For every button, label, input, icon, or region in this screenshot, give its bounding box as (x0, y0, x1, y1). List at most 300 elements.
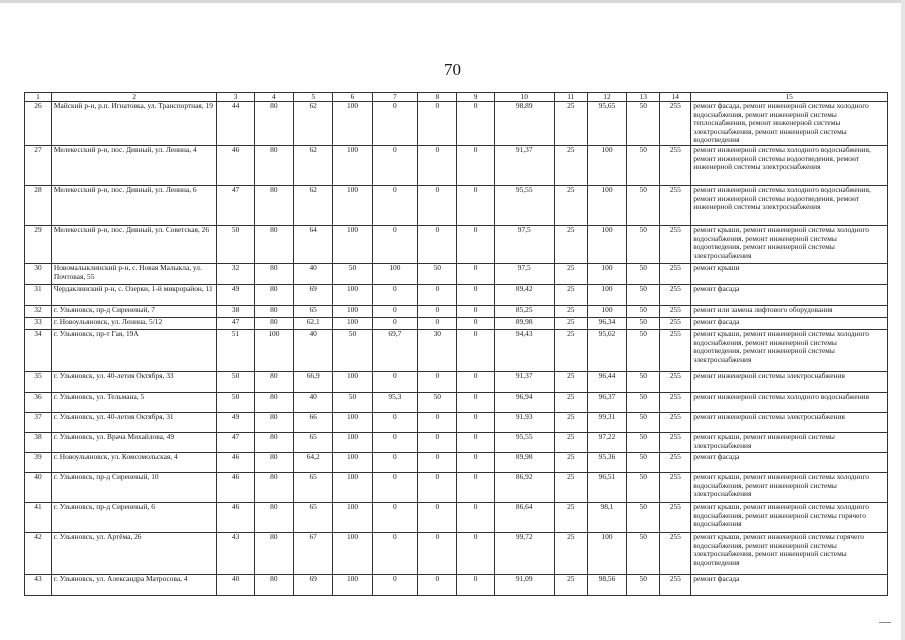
table-cell-col-1: 35 (25, 371, 52, 392)
table-cell-col-7: 0 (372, 225, 418, 263)
column-header-4: 4 (254, 93, 293, 102)
table-cell-col-9: 0 (457, 225, 494, 263)
table-cell-col-5: 65 (294, 305, 333, 317)
table-cell-col-9: 0 (457, 502, 494, 532)
table-cell-col-2: г. Ульяновск, ул. Артёма, 26 (51, 532, 217, 574)
table-cell-col-15: ремонт инженерной системы холодного водоснабжения (691, 392, 888, 412)
table-cell-col-15: ремонт или замена лифтового оборудования (691, 305, 888, 317)
table-cell-col-2: Мелекесский р-н, пос. Дивный, ул. Ленина, 6 (51, 185, 217, 225)
table-cell-col-13: 50 (627, 225, 660, 263)
table-cell-col-13: 50 (627, 102, 660, 146)
table-cell-col-6: 100 (333, 145, 372, 185)
table-cell-col-11: 25 (554, 452, 587, 472)
table-cell-col-13: 50 (627, 263, 660, 284)
table-cell-col-2: Чердаклинский р-н, с. Озерки, 1-й микрорайон, 11 (51, 284, 217, 305)
table-cell-col-5: 66,9 (294, 371, 333, 392)
column-header-14: 14 (660, 93, 691, 102)
table-cell-col-2: г. Ульяновск, пр-д Сиреневый, 6 (51, 502, 217, 532)
table-cell-col-11: 25 (554, 371, 587, 392)
table-cell-col-4: 80 (254, 574, 293, 595)
table-cell-col-3: 40 (217, 574, 254, 595)
table-cell-col-11: 25 (554, 305, 587, 317)
table-cell-col-1: 43 (25, 574, 52, 595)
table-cell-col-12: 95,62 (587, 329, 626, 371)
table-cell-col-7: 0 (372, 532, 418, 574)
table-cell-col-5: 67 (294, 532, 333, 574)
table-cell-col-4: 80 (254, 392, 293, 412)
scan-artifact (879, 616, 891, 623)
table-cell-col-12: 100 (587, 284, 626, 305)
table-cell-col-12: 98,1 (587, 502, 626, 532)
table-cell-col-4: 80 (254, 452, 293, 472)
page-number: 70 (444, 60, 461, 79)
column-header-8: 8 (418, 93, 457, 102)
table-cell-col-4: 100 (254, 329, 293, 371)
table-cell-col-12: 100 (587, 225, 626, 263)
table-cell-col-14: 255 (660, 102, 691, 146)
table-cell-col-5: 65 (294, 502, 333, 532)
table-cell-col-5: 65 (294, 432, 333, 452)
table-cell-col-12: 96,37 (587, 392, 626, 412)
table-cell-col-8: 0 (418, 102, 457, 146)
table-cell-col-11: 25 (554, 185, 587, 225)
table-cell-col-7: 0 (372, 305, 418, 317)
table-cell-col-12: 95,36 (587, 452, 626, 472)
page-right-edge (901, 0, 905, 640)
table-cell-col-12: 97,22 (587, 432, 626, 452)
table-cell-col-5: 62 (294, 145, 333, 185)
column-header-3: 3 (217, 93, 254, 102)
table-cell-col-11: 25 (554, 317, 587, 329)
table-cell-col-4: 80 (254, 371, 293, 392)
table-cell-col-15: ремонт крыши (691, 263, 888, 284)
table-cell-col-14: 255 (660, 185, 691, 225)
table-cell-col-14: 255 (660, 371, 691, 392)
table-cell-col-13: 50 (627, 472, 660, 502)
table-cell-col-9: 0 (457, 102, 494, 146)
table-cell-col-12: 100 (587, 532, 626, 574)
table-cell-col-9: 0 (457, 452, 494, 472)
table-cell-col-9: 0 (457, 284, 494, 305)
table-cell-col-2: г. Новоульяновск, ул. Комсомольская, 4 (51, 452, 217, 472)
table-row (25, 305, 888, 317)
table-cell-col-5: 64 (294, 225, 333, 263)
table-cell-col-12: 95,65 (587, 102, 626, 146)
table-cell-col-6: 100 (333, 225, 372, 263)
table-cell-col-14: 255 (660, 284, 691, 305)
table-cell-col-11: 25 (554, 472, 587, 502)
table-cell-col-4: 80 (254, 145, 293, 185)
table-cell-col-6: 100 (333, 412, 372, 432)
table-cell-col-11: 25 (554, 225, 587, 263)
table-cell-col-15: ремонт крыши, ремонт инженерной системы холодного водоснабжения, ремонт инженерной системы электроснабжения (691, 472, 888, 502)
table-cell-col-2: г. Ульяновск, пр-т Гая, 19А (51, 329, 217, 371)
table-cell-col-1: 34 (25, 329, 52, 371)
table-cell-col-13: 50 (627, 329, 660, 371)
table-cell-col-9: 0 (457, 185, 494, 225)
table-cell-col-1: 27 (25, 145, 52, 185)
table-cell-col-15: ремонт крыши, ремонт инженерной системы горячего водоснабжения, ремонт инженерной системы электроснабжения, ремонт инженерной системы водоотведения (691, 532, 888, 574)
table-cell-col-2: г. Новоульяновск, ул. Ленина, 5/12 (51, 317, 217, 329)
table-cell-col-15: ремонт фасада (691, 574, 888, 595)
table-cell-col-12: 96,34 (587, 317, 626, 329)
table-cell-col-8: 0 (418, 305, 457, 317)
table-cell-col-8: 0 (418, 452, 457, 472)
table-cell-col-9: 0 (457, 392, 494, 412)
table-cell-col-10: 86,64 (494, 502, 554, 532)
buildings-table (24, 92, 888, 596)
table-cell-col-14: 255 (660, 432, 691, 452)
table-cell-col-2: г. Ульяновск, ул. 40-летия Октября, 31 (51, 412, 217, 432)
table-cell-col-9: 0 (457, 263, 494, 284)
table-cell-col-1: 28 (25, 185, 52, 225)
table-cell-col-3: 50 (217, 371, 254, 392)
table-cell-col-8: 0 (418, 502, 457, 532)
table-cell-col-4: 80 (254, 102, 293, 146)
table-cell-col-10: 95,55 (494, 185, 554, 225)
table-cell-col-9: 0 (457, 371, 494, 392)
table-cell-col-11: 25 (554, 263, 587, 284)
table-cell-col-11: 25 (554, 532, 587, 574)
table-cell-col-5: 62 (294, 102, 333, 146)
table-cell-col-15: ремонт крыши, ремонт инженерной системы холодного водоснабжения, ремонт инженерной системы горячего водоснабжения (691, 502, 888, 532)
table-cell-col-15: ремонт инженерной системы холодного водоснабжения, ремонт инженерной системы водоотведения, ремонт инженерной системы электроснабжения (691, 145, 888, 185)
table-cell-col-10: 97,5 (494, 263, 554, 284)
table-cell-col-13: 50 (627, 317, 660, 329)
table-row (25, 185, 888, 225)
table-cell-col-7: 0 (372, 574, 418, 595)
table-cell-col-10: 86,92 (494, 472, 554, 502)
table-cell-col-8: 30 (418, 329, 457, 371)
table-cell-col-7: 0 (372, 145, 418, 185)
table-row (25, 102, 888, 146)
table-cell-col-15: ремонт крыши, ремонт инженерной системы электроснабжения (691, 432, 888, 452)
table-cell-col-3: 46 (217, 472, 254, 502)
table-cell-col-7: 0 (372, 432, 418, 452)
table-cell-col-13: 50 (627, 574, 660, 595)
page-top-edge (0, 0, 905, 3)
table-cell-col-11: 25 (554, 502, 587, 532)
table-cell-col-14: 255 (660, 305, 691, 317)
table-cell-col-10: 85,25 (494, 305, 554, 317)
table-cell-col-12: 100 (587, 145, 626, 185)
table-cell-col-8: 50 (418, 392, 457, 412)
table-cell-col-15: ремонт крыши, ремонт инженерной системы холодного водоснабжения, ремонт инженерной системы водоотведения, ремонт инженерной системы электроснабжения (691, 225, 888, 263)
table-cell-col-10: 98,89 (494, 102, 554, 146)
table-cell-col-8: 0 (418, 371, 457, 392)
table-body (25, 102, 888, 596)
table-cell-col-8: 0 (418, 532, 457, 574)
table-cell-col-10: 89,42 (494, 284, 554, 305)
table-cell-col-3: 32 (217, 263, 254, 284)
table-cell-col-1: 37 (25, 412, 52, 432)
table-cell-col-1: 31 (25, 284, 52, 305)
table-cell-col-10: 99,72 (494, 532, 554, 574)
table-cell-col-8: 0 (418, 412, 457, 432)
table-cell-col-9: 0 (457, 432, 494, 452)
table-cell-col-13: 50 (627, 371, 660, 392)
table-cell-col-12: 100 (587, 185, 626, 225)
table-row (25, 532, 888, 574)
table-cell-col-7: 0 (372, 185, 418, 225)
table-cell-col-6: 100 (333, 102, 372, 146)
table-cell-col-1: 32 (25, 305, 52, 317)
table-cell-col-11: 25 (554, 145, 587, 185)
table-header-row (25, 93, 888, 102)
table-cell-col-3: 47 (217, 185, 254, 225)
table-cell-col-3: 43 (217, 532, 254, 574)
table-cell-col-8: 0 (418, 432, 457, 452)
table-cell-col-6: 100 (333, 305, 372, 317)
table-cell-col-15: ремонт инженерной системы электроснабжения (691, 412, 888, 432)
table-cell-col-4: 80 (254, 185, 293, 225)
table-cell-col-12: 99,31 (587, 412, 626, 432)
table-cell-col-5: 65 (294, 472, 333, 502)
table-cell-col-13: 50 (627, 412, 660, 432)
table-cell-col-7: 0 (372, 371, 418, 392)
table-cell-col-3: 51 (217, 329, 254, 371)
table-cell-col-5: 40 (294, 329, 333, 371)
table-cell-col-2: Мелекесский р-н, пос. Дивный, ул. Советская, 26 (51, 225, 217, 263)
table-cell-col-8: 0 (418, 185, 457, 225)
column-header-1: 1 (25, 93, 52, 102)
table-cell-col-6: 100 (333, 574, 372, 595)
table-cell-col-8: 0 (418, 225, 457, 263)
table-cell-col-8: 0 (418, 145, 457, 185)
table-cell-col-13: 50 (627, 305, 660, 317)
table-cell-col-14: 255 (660, 392, 691, 412)
table-cell-col-5: 62 (294, 185, 333, 225)
table-cell-col-14: 255 (660, 472, 691, 502)
table-cell-col-1: 33 (25, 317, 52, 329)
table-cell-col-3: 47 (217, 432, 254, 452)
table-row (25, 392, 888, 412)
table-cell-col-8: 0 (418, 574, 457, 595)
table-cell-col-3: 50 (217, 225, 254, 263)
table-cell-col-12: 100 (587, 263, 626, 284)
table-row (25, 329, 888, 371)
table-cell-col-5: 66 (294, 412, 333, 432)
table-cell-col-13: 50 (627, 284, 660, 305)
table-cell-col-14: 255 (660, 532, 691, 574)
table-cell-col-2: г. Ульяновск, ул. 40-летия Октября, 33 (51, 371, 217, 392)
table-cell-col-10: 97,5 (494, 225, 554, 263)
table-cell-col-3: 46 (217, 145, 254, 185)
table-cell-col-2: Майский р-н, р.п. Игнатовка, ул. Транспортная, 19 (51, 102, 217, 146)
table-cell-col-3: 46 (217, 502, 254, 532)
table-cell-col-10: 95,55 (494, 432, 554, 452)
table-cell-col-15: ремонт инженерной системы холодного водоснабжения, ремонт инженерной системы водоотведения, ремонт инженерной системы электроснабжения (691, 185, 888, 225)
table-cell-col-4: 80 (254, 263, 293, 284)
table-cell-col-13: 50 (627, 502, 660, 532)
table-cell-col-11: 25 (554, 574, 587, 595)
table-cell-col-10: 91,37 (494, 145, 554, 185)
column-header-2: 2 (51, 93, 217, 102)
table-cell-col-1: 40 (25, 472, 52, 502)
table-cell-col-14: 255 (660, 225, 691, 263)
table-cell-col-12: 96,51 (587, 472, 626, 502)
table-cell-col-8: 0 (418, 284, 457, 305)
table-cell-col-14: 255 (660, 263, 691, 284)
table-cell-col-13: 50 (627, 185, 660, 225)
table-cell-col-2: г. Ульяновск, ул. Врача Михайлова, 49 (51, 432, 217, 452)
table-cell-col-1: 38 (25, 432, 52, 452)
table-cell-col-6: 100 (333, 452, 372, 472)
table-cell-col-14: 255 (660, 329, 691, 371)
table-row (25, 371, 888, 392)
table-cell-col-10: 89,98 (494, 317, 554, 329)
table-cell-col-4: 80 (254, 502, 293, 532)
table-cell-col-1: 42 (25, 532, 52, 574)
table-cell-col-6: 100 (333, 472, 372, 502)
table-cell-col-5: 62,1 (294, 317, 333, 329)
table-cell-col-2: г. Ульяновск, пр-д Сиреневый, 7 (51, 305, 217, 317)
table-row (25, 432, 888, 452)
table-cell-col-11: 25 (554, 102, 587, 146)
table-cell-col-13: 50 (627, 452, 660, 472)
table-cell-col-12: 96,44 (587, 371, 626, 392)
table-cell-col-7: 0 (372, 102, 418, 146)
table-cell-col-1: 36 (25, 392, 52, 412)
table-cell-col-5: 69 (294, 284, 333, 305)
table-row (25, 502, 888, 532)
table-cell-col-2: г. Ульяновск, пр-д Сиреневый, 10 (51, 472, 217, 502)
column-header-13: 13 (627, 93, 660, 102)
table-cell-col-2: Мелекесский р-н, пос. Дивный, ул. Ленина, 4 (51, 145, 217, 185)
table-cell-col-6: 100 (333, 502, 372, 532)
table-cell-col-3: 46 (217, 452, 254, 472)
table-cell-col-7: 0 (372, 502, 418, 532)
table-cell-col-12: 98,56 (587, 574, 626, 595)
table-cell-col-7: 100 (372, 263, 418, 284)
table-cell-col-6: 100 (333, 532, 372, 574)
table-cell-col-7: 0 (372, 284, 418, 305)
table-cell-col-11: 25 (554, 432, 587, 452)
table-cell-col-15: ремонт фасада (691, 284, 888, 305)
table-cell-col-8: 0 (418, 472, 457, 502)
table-cell-col-4: 80 (254, 225, 293, 263)
table-cell-col-5: 40 (294, 392, 333, 412)
table-cell-col-3: 47 (217, 317, 254, 329)
table-cell-col-10: 91,93 (494, 412, 554, 432)
table-cell-col-10: 94,43 (494, 329, 554, 371)
table-cell-col-15: ремонт инженерной системы электроснабжения (691, 371, 888, 392)
column-header-15: 15 (691, 93, 888, 102)
table-cell-col-13: 50 (627, 432, 660, 452)
table-row (25, 574, 888, 595)
column-header-5: 5 (294, 93, 333, 102)
table-cell-col-6: 100 (333, 284, 372, 305)
table-cell-col-11: 25 (554, 412, 587, 432)
table-cell-col-14: 255 (660, 574, 691, 595)
table-cell-col-1: 26 (25, 102, 52, 146)
table-cell-col-7: 69,7 (372, 329, 418, 371)
table-cell-col-9: 0 (457, 145, 494, 185)
table-cell-col-7: 0 (372, 452, 418, 472)
column-header-11: 11 (554, 93, 587, 102)
table-cell-col-14: 255 (660, 502, 691, 532)
table-cell-col-9: 0 (457, 532, 494, 574)
table-cell-col-13: 50 (627, 532, 660, 574)
table-cell-col-9: 0 (457, 305, 494, 317)
table-cell-col-15: ремонт фасада (691, 452, 888, 472)
table-cell-col-7: 0 (372, 412, 418, 432)
table-cell-col-14: 255 (660, 452, 691, 472)
table-cell-col-7: 0 (372, 472, 418, 502)
table-cell-col-2: г. Ульяновск, ул. Александра Матросова, 4 (51, 574, 217, 595)
table-row (25, 317, 888, 329)
table-cell-col-3: 49 (217, 412, 254, 432)
table-cell-col-4: 80 (254, 472, 293, 502)
table-cell-col-4: 80 (254, 412, 293, 432)
table-cell-col-6: 100 (333, 317, 372, 329)
table-cell-col-9: 0 (457, 574, 494, 595)
table-cell-col-5: 64,2 (294, 452, 333, 472)
table-cell-col-10: 91,09 (494, 574, 554, 595)
table-cell-col-11: 25 (554, 392, 587, 412)
table-cell-col-1: 29 (25, 225, 52, 263)
table-cell-col-7: 0 (372, 317, 418, 329)
table-cell-col-14: 255 (660, 317, 691, 329)
table-cell-col-10: 91,37 (494, 371, 554, 392)
table-cell-col-4: 80 (254, 532, 293, 574)
table-cell-col-6: 100 (333, 185, 372, 225)
table-cell-col-6: 100 (333, 371, 372, 392)
table-cell-col-15: ремонт фасада (691, 317, 888, 329)
table-cell-col-1: 39 (25, 452, 52, 472)
table-cell-col-14: 255 (660, 412, 691, 432)
table-cell-col-4: 80 (254, 305, 293, 317)
table-cell-col-4: 80 (254, 432, 293, 452)
table-cell-col-3: 50 (217, 392, 254, 412)
table-cell-col-7: 95,3 (372, 392, 418, 412)
table-cell-col-9: 0 (457, 472, 494, 502)
table-cell-col-12: 100 (587, 305, 626, 317)
table-cell-col-13: 50 (627, 145, 660, 185)
table-cell-col-4: 80 (254, 317, 293, 329)
column-header-9: 9 (457, 93, 494, 102)
table-row (25, 412, 888, 432)
table-cell-col-13: 50 (627, 392, 660, 412)
table-cell-col-5: 69 (294, 574, 333, 595)
column-header-7: 7 (372, 93, 418, 102)
table-cell-col-2: Новомалыклинский р-н, с. Новая Малыкла, ул. Почтовая, 55 (51, 263, 217, 284)
table-cell-col-6: 100 (333, 432, 372, 452)
table-cell-col-1: 30 (25, 263, 52, 284)
table-cell-col-15: ремонт фасада, ремонт инженерной системы холодного водоснабжения, ремонт инженерной системы теплоснабжения, ремонт инженерной системы электроснабжения, ремонт инженерной системы водоотведения (691, 102, 888, 146)
table-row (25, 145, 888, 185)
table-cell-col-6: 50 (333, 392, 372, 412)
table-row (25, 472, 888, 502)
table-cell-col-14: 255 (660, 145, 691, 185)
table-row (25, 225, 888, 263)
table-cell-col-6: 50 (333, 329, 372, 371)
table-row (25, 263, 888, 284)
table-cell-col-3: 49 (217, 284, 254, 305)
table-cell-col-8: 50 (418, 263, 457, 284)
table-cell-col-4: 80 (254, 284, 293, 305)
table-cell-col-11: 25 (554, 329, 587, 371)
table-cell-col-3: 44 (217, 102, 254, 146)
table-cell-col-6: 50 (333, 263, 372, 284)
table-cell-col-9: 0 (457, 329, 494, 371)
table-cell-col-5: 40 (294, 263, 333, 284)
table-cell-col-11: 25 (554, 284, 587, 305)
table-cell-col-1: 41 (25, 502, 52, 532)
column-header-10: 10 (494, 93, 554, 102)
table-cell-col-2: г. Ульяновск, ул. Тельмана, 5 (51, 392, 217, 412)
table-cell-col-9: 0 (457, 317, 494, 329)
